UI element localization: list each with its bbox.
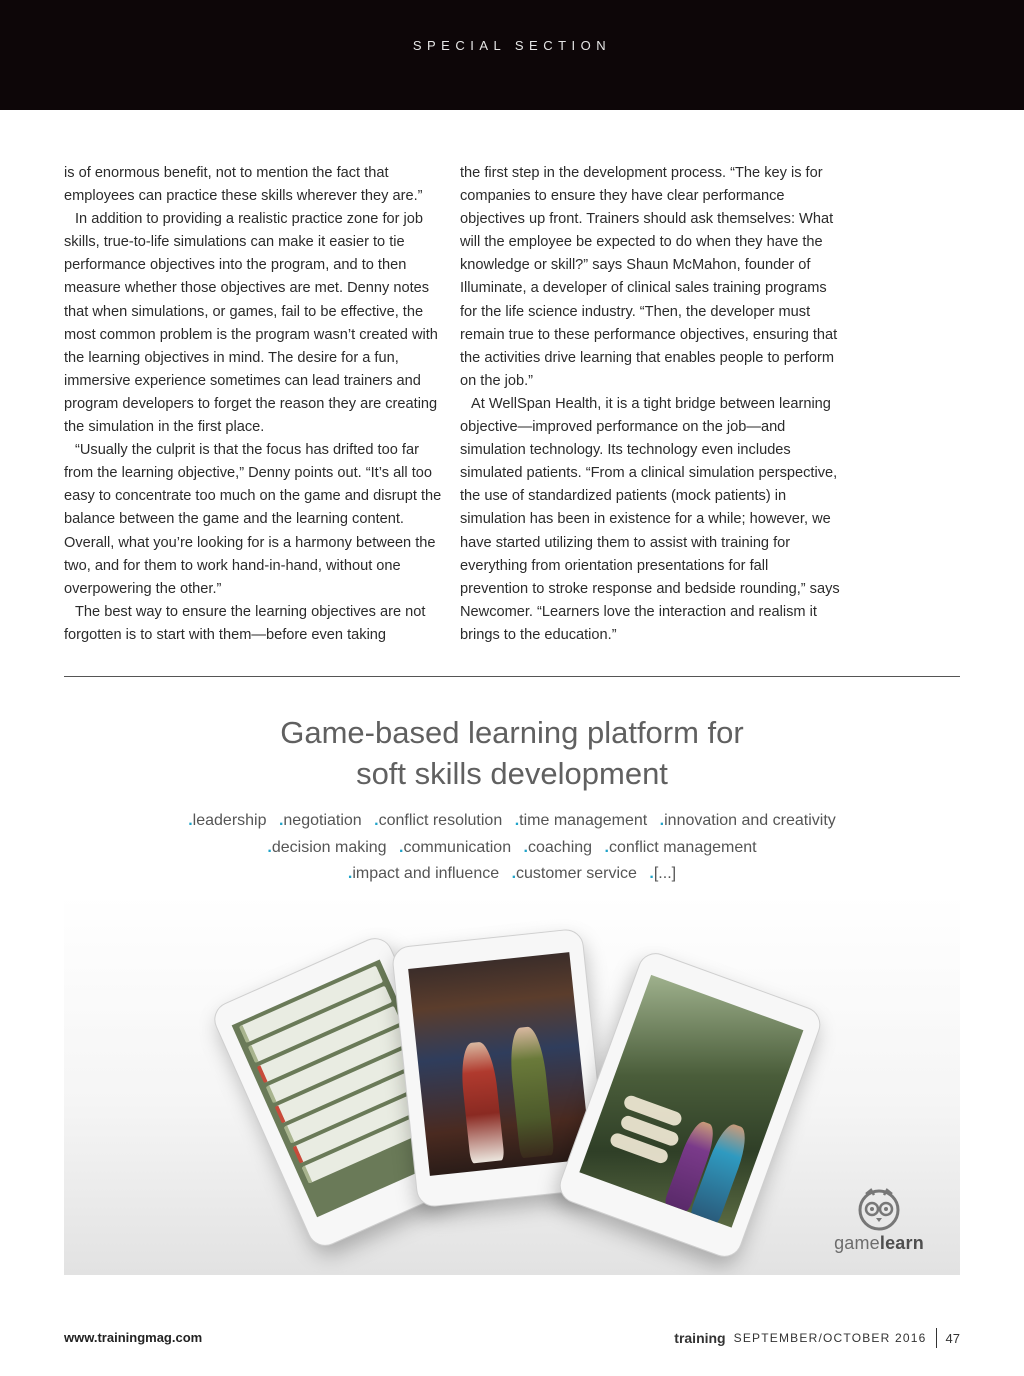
bullet-icon: .: [267, 838, 272, 856]
skill-item: .decision making: [267, 838, 387, 856]
skill-item: .conflict resolution: [374, 812, 503, 829]
owl-logo-icon: [856, 1185, 902, 1231]
character-figure: [458, 1041, 504, 1164]
bullet-icon: .: [523, 838, 528, 856]
bullet-icon: .: [659, 812, 665, 829]
skills-list: [0, 808, 1024, 888]
footer-divider: [936, 1328, 937, 1348]
skill-item: .leadership: [188, 812, 267, 829]
skill-item: .customer service: [511, 865, 637, 882]
skills-row: [0, 835, 1024, 862]
article-divider: [64, 676, 960, 677]
bullet-icon: .: [604, 838, 609, 856]
bullet-icon: .: [514, 812, 520, 829]
skill-item: .negotiation: [278, 812, 362, 829]
skills-row: [0, 808, 1024, 835]
footer-folio: [674, 1328, 960, 1348]
skill-item: .time management: [514, 812, 648, 829]
ad-headline: [0, 712, 1024, 794]
article-paragraph: At WellSpan Health, it is a tight bridge between learning objective—improved performance on the job—and simulation technology. Its technology even includes simulated patients. “From a clinical simulation perspective, the use of standardized patients (mock patients) in simulation has been in existence for a while; however, we have started utilizing them to assist with training for everything from orientation presentations for fall prevention to stroke response and bedside rounding,” says Newcomer. “Learners love the interaction and realism it brings to the education.”: [460, 395, 840, 643]
bullet-icon: .: [374, 812, 379, 829]
section-header-bar: [0, 0, 1024, 110]
character-figure: [507, 1026, 554, 1159]
article-column-right: [460, 162, 840, 647]
footer-brand: training: [674, 1330, 726, 1346]
skills-row: [0, 861, 1024, 888]
article-paragraph: The best way to ensure the learning objectives are not forgotten is to start with them—before even taking: [64, 603, 426, 643]
gamelearn-logo: [824, 1185, 934, 1265]
section-label: SPECIAL SECTION: [412, 38, 612, 53]
skill-item: .impact and influence: [347, 865, 500, 882]
bullet-icon: .: [188, 812, 193, 829]
tablet-screen: [408, 952, 591, 1176]
tablet-screen: [579, 975, 803, 1228]
article-paragraph: is of enormous benefit, not to mention the fact that employees can practice these skills wherever they are.”: [64, 165, 423, 205]
skill-item: .conflict management: [604, 838, 757, 856]
skill-item: .coaching: [523, 838, 593, 856]
skill-item: .innovation and creativity: [659, 812, 836, 829]
bullet-icon: .: [649, 865, 654, 882]
skill-item: .[...]: [649, 865, 677, 882]
bullet-icon: .: [347, 865, 353, 882]
bullet-icon: .: [278, 812, 284, 829]
article-paragraph: In addition to providing a realistic practice zone for job skills, true-to-life simulations can make it easier to tie performance objectives into the program, and to then measure whether those objectives are met. Denny notes that when simulations, or games, fail to be effective, the most common problem is the program wasn’t created with the learning objectives in mind. The desire for a fun, immersive experience sometimes can lead trainers and program developers to forget the reason they are creating the simulation in the first place.: [64, 211, 438, 436]
bullet-icon: .: [399, 838, 404, 856]
ad-headline-line: soft skills development: [356, 756, 668, 791]
page-number: 47: [945, 1330, 960, 1346]
footer-issue-date: SEPTEMBER/OCTOBER 2016: [733, 1331, 927, 1345]
tablet-jungle-screen: [555, 948, 826, 1262]
footer-url: www.trainingmag.com: [64, 1330, 203, 1345]
logo-wordmark: gamelearn: [834, 1233, 924, 1253]
article-column-left: [64, 162, 442, 647]
bullet-icon: .: [511, 865, 517, 882]
article-paragraph: “Usually the culprit is that the focus has drifted too far from the learning objective,” Denny points out. “It’s all too easy to concentrate too much on the game and disrupt the balance between the game and the learning content. Overall, what you’re looking for is a harmony between the two, and for them to work hand-in-hand, without one overpowering the other.”: [64, 442, 442, 597]
article-paragraph: the first step in the development process. “The key is for companies to ensure they have clear performance objectives up front. Trainers should ask themselves: What will the employee be expected to do when they have the knowledge or skill?” says Shaun McMahon, founder of Illuminate, a developer of clinical sales training programs for the life science industry. “Then, the developer must remain true to these performance objectives, ensuring that the activities drive learning that enables people to perform on the job.”: [460, 165, 838, 389]
skill-item: .communication: [399, 838, 512, 856]
ad-product-image: [64, 895, 960, 1275]
ad-headline-line: Game-based learning platform for: [280, 715, 744, 750]
